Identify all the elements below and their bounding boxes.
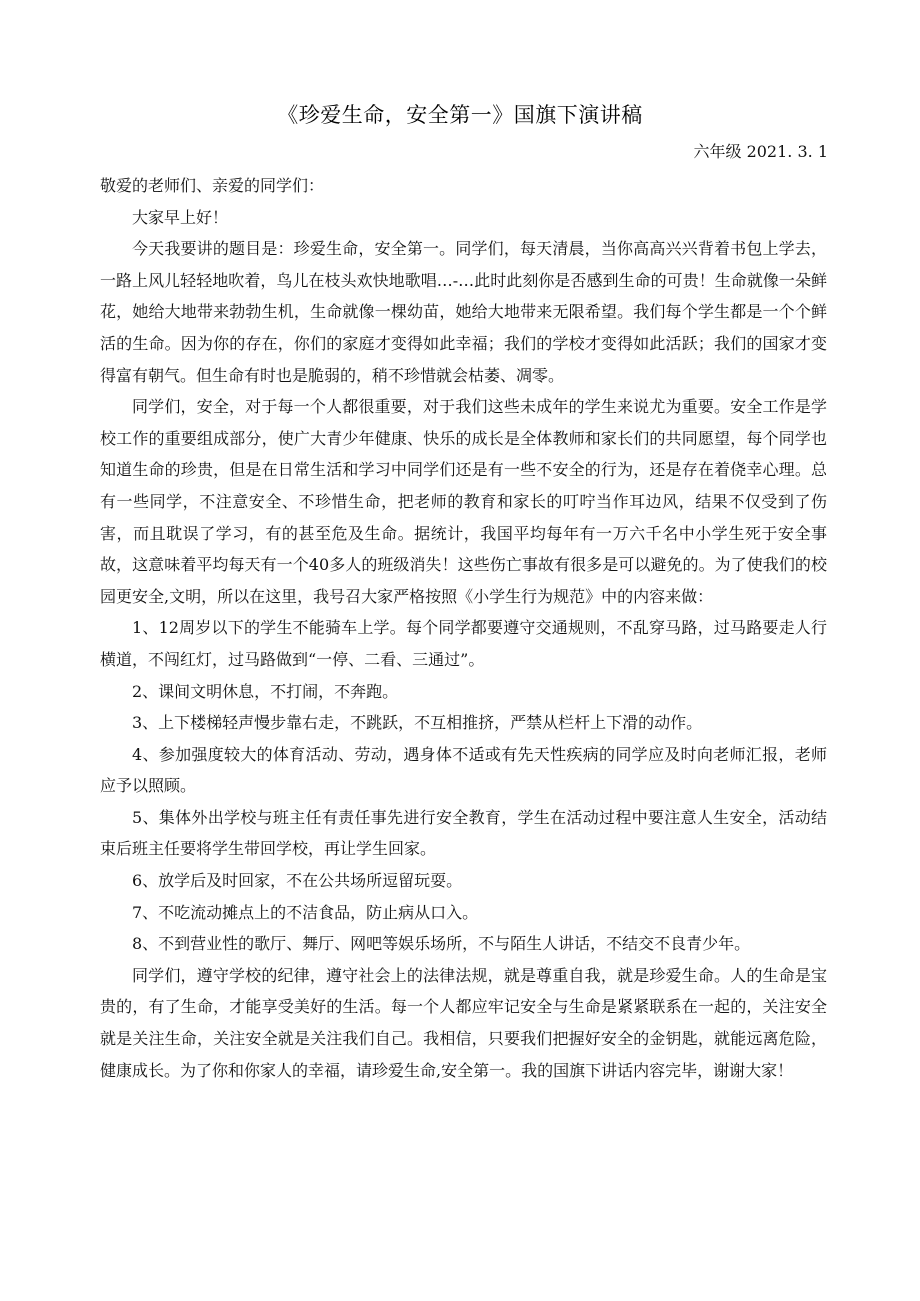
intro-paragraph: 今天我要讲的题目是：珍爱生命，安全第一。同学们，每天清晨，当你高高兴兴背着书包上学去，一路上风儿轻轻地吹着，鸟儿在枝头欢快地歌唱…-…此时此刻你是否感到生命的可贵！生命就像一朵鲜花，她给大地带来勃勃生机，生命就像一棵幼苗，她给大地带来无限希望。我们每个学生都是一个个鲜活的生命。因为你的存在，你们的家庭才变得如此幸福；我们的学校才变得如此活跃；我们的国家才变得富有朝气。但生命有时也是脆弱的，稍不珍惜就会枯萎、凋零。 <box>100 239 827 385</box>
salutation: 敬爱的老师们、亲爱的同学们： <box>100 176 325 195</box>
document-title: 《珍爱生命，安全第一》国旗下演讲稿 <box>277 103 643 127</box>
rule-item: 4、参加强度较大的体育活动、劳动，遇身体不适或有先天性疾病的同学应及时向老师汇报，老师应予以照顾。 <box>100 744 827 796</box>
rule-item: 5、集体外出学校与班主任有责任事先进行安全教育，学生在活动过程中要注意人生安全，活动结束后班主任要将学生带回学校，再让学生回家。 <box>100 807 827 859</box>
intro-paragraph: 同学们，安全，对于每一个人都很重要，对于我们这些未成年的学生来说尤为重要。安全工作是学校工作的重要组成部分，使广大青少年健康、快乐的成长是全体教师和家长们的共同愿望，每个同学也知道生命的珍贵，但是在日常生活和学习中同学们还是有一些不安全的行为，还是存在着侥幸心理。总有一些同学，不注意安全、不珍惜生命，把老师的教育和家长的叮咛当作耳边风，结果不仅受到了伤害，而且耽误了学习，有的甚至危及生命。据统计，我国平均每年有一万六千名中小学生死于安全事故，这意味着平均每天有一个40多人的班级消失！这些伤亡事故有很多是可以避免的。为了使我们的校园更安全,文明，所以在这里，我号召大家严格按照《小学生行为规范》中的内容来做： <box>100 397 827 606</box>
rule-item: 3、上下楼梯轻声慢步靠右走，不跳跃，不互相推挤，严禁从栏杆上下滑的动作。 <box>132 713 703 733</box>
speech-body <box>100 170 827 1086</box>
rule-item: 2、课间文明休息，不打闹，不奔跑。 <box>132 681 399 701</box>
closing-paragraph: 同学们，遵守学校的纪律，遵守社会上的法律法规，就是尊重自我，就是珍爱生命。人的生命是宝贵的，有了生命，才能享受美好的生活。每一个人都应牢记安全与生命是紧紧联系在一起的，关注安全就是关注生命，关注安全就是关注我们自己。我相信，只要我们把握好安全的金钥匙，就能远离危险，健康成长。为了你和你家人的幸福，请珍爱生命,安全第一。我的国旗下讲话内容完毕，谢谢大家！ <box>100 965 827 1080</box>
opening-greeting: 大家早上好！ <box>132 207 229 227</box>
rule-item: 6、放学后及时回家，不在公共场所逗留玩耍。 <box>132 871 463 891</box>
rule-item: 7、不吃流动摊点上的不洁食品，防止病从口入。 <box>132 902 479 922</box>
grade-date-line: 六年级 2021. 3. 1 <box>693 142 828 161</box>
rule-item: 1、12周岁以下的学生不能骑车上学。每个同学都要遵守交通规则，不乱穿马路，过马路要走人行横道，不闯红灯，过马路做到“一停、二看、三通过”。 <box>100 618 827 669</box>
rule-item: 8、不到营业性的歌厅、舞厅、网吧等娱乐场所，不与陌生人讲话，不结交不良青少年。 <box>132 934 751 954</box>
